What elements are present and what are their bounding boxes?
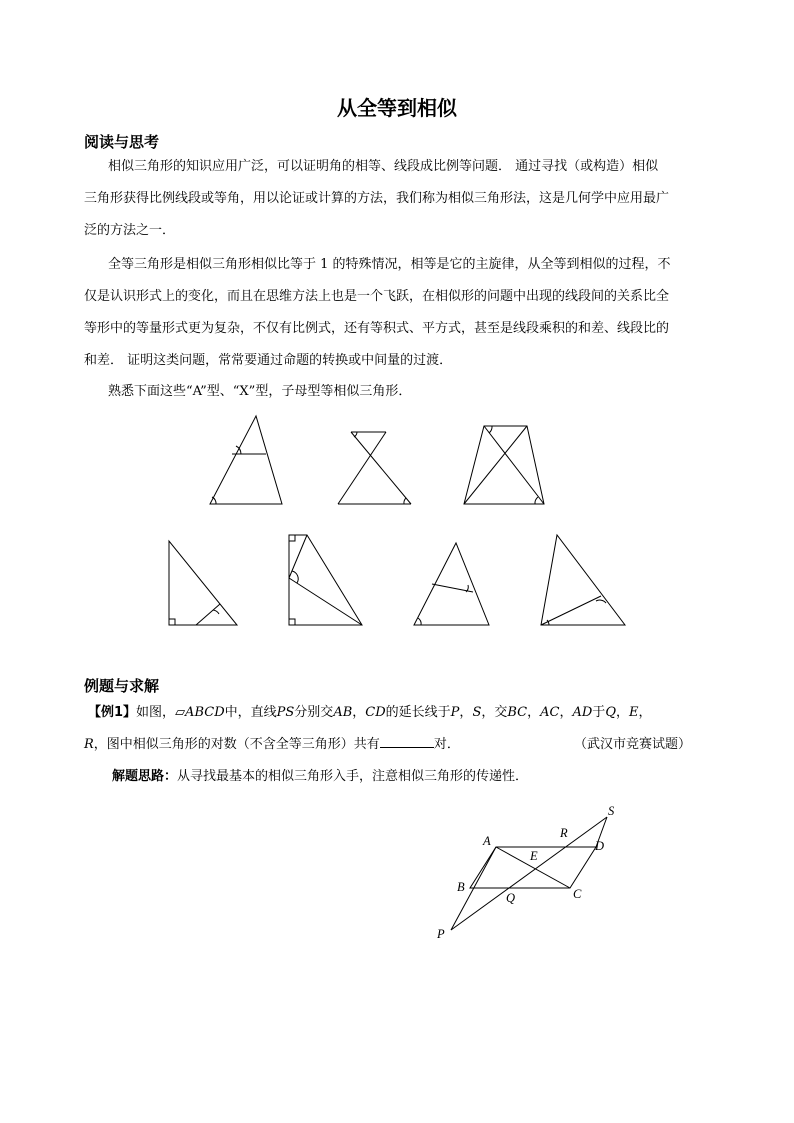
parallelogram-symbol: ▱ABCD xyxy=(175,705,225,720)
example-text: 中，直线 xyxy=(224,705,277,720)
separator: ， xyxy=(559,705,573,720)
example-text: ，图中相似三角形的对数（不含全等三角形）共有 xyxy=(93,737,380,752)
section-heading-examples: 例题与求解 xyxy=(84,677,160,695)
point-label-b: B xyxy=(457,880,465,894)
point-label-s: S xyxy=(608,804,615,818)
math-var: R xyxy=(84,737,94,752)
paragraph-1-line-1: 相似三角形的知识应用广泛，可以证明角的相等、线段成比例等问题． 通过寻找（或构造）相似 xyxy=(108,159,659,174)
math-var: S xyxy=(472,705,482,720)
math-var: AB xyxy=(333,705,353,720)
point-label-e: E xyxy=(530,849,538,863)
math-var: CD xyxy=(365,705,386,720)
separator: ， xyxy=(459,705,473,720)
example-text: ，交 xyxy=(481,705,508,720)
point-label-a: A xyxy=(483,834,491,848)
example-source: （武汉市竞赛试题） xyxy=(574,737,692,752)
separator: ， xyxy=(352,705,366,720)
point-label-d: D xyxy=(595,839,605,853)
paragraph-2-line-4: 和差． 证明这类问题，常常要通过命题的转换或中间量的过渡． xyxy=(84,353,453,368)
paragraph-1-line-2: 三角形获得比例线段或等角，用以论证或计算的方法，我们称为相似三角形法，这是几何学中应用最广 xyxy=(84,191,670,206)
math-var: P xyxy=(450,705,460,720)
example-text: 于 xyxy=(592,705,606,720)
separator: ， xyxy=(527,705,541,720)
point-label-r: R xyxy=(560,826,568,840)
hint-text: 从寻找最基本的相似三角形入手，注意相似三角形的传递性． xyxy=(177,769,529,784)
paragraph-3: 熟悉下面这些“A”型、“X”型，子母型等相似三角形． xyxy=(108,384,412,399)
math-var: AD xyxy=(572,705,593,720)
example-text: 如图， xyxy=(136,705,176,720)
example-text: 分别交 xyxy=(294,705,334,720)
paragraph-2-line-2: 仅是认识形式上的变化，而且在思维方法上也是一个飞跃，在相似形的问题中出现的线段间的关系比全 xyxy=(84,289,670,304)
line-ps xyxy=(451,817,607,930)
example-text: 的延长线于 xyxy=(385,705,451,720)
separator: ， xyxy=(638,705,652,720)
point-label-q: Q xyxy=(506,891,516,905)
point-label-p: P xyxy=(437,927,445,941)
paragraph-1-line-3: 泛的方法之一． xyxy=(84,223,176,238)
page-title: 从全等到相似 xyxy=(337,96,457,120)
paragraph-2-line-1: 全等三角形是相似三角形相似比等于 1 的特殊情况，相等是它的主旋律，从全等到相似的过程，不 xyxy=(108,257,671,272)
paragraph-2-line-3: 等形中的等量形式更为复杂，不仅有比例式，还有等积式、平方式，甚至是线段乘积的和差、线段比的 xyxy=(84,321,670,336)
section-heading-reading: 阅读与思考 xyxy=(84,133,160,151)
math-var: Q xyxy=(605,705,616,720)
example-text: 对． xyxy=(433,737,460,752)
math-var: AC xyxy=(540,705,560,720)
math-var: BC xyxy=(507,705,528,720)
point-label-c: C xyxy=(573,887,582,901)
hint-label: 解题思路： xyxy=(112,769,178,784)
math-var: E xyxy=(629,705,639,720)
math-var: PS xyxy=(276,705,295,720)
example-tag: 【例1】 xyxy=(88,705,137,720)
separator: ， xyxy=(615,705,629,720)
